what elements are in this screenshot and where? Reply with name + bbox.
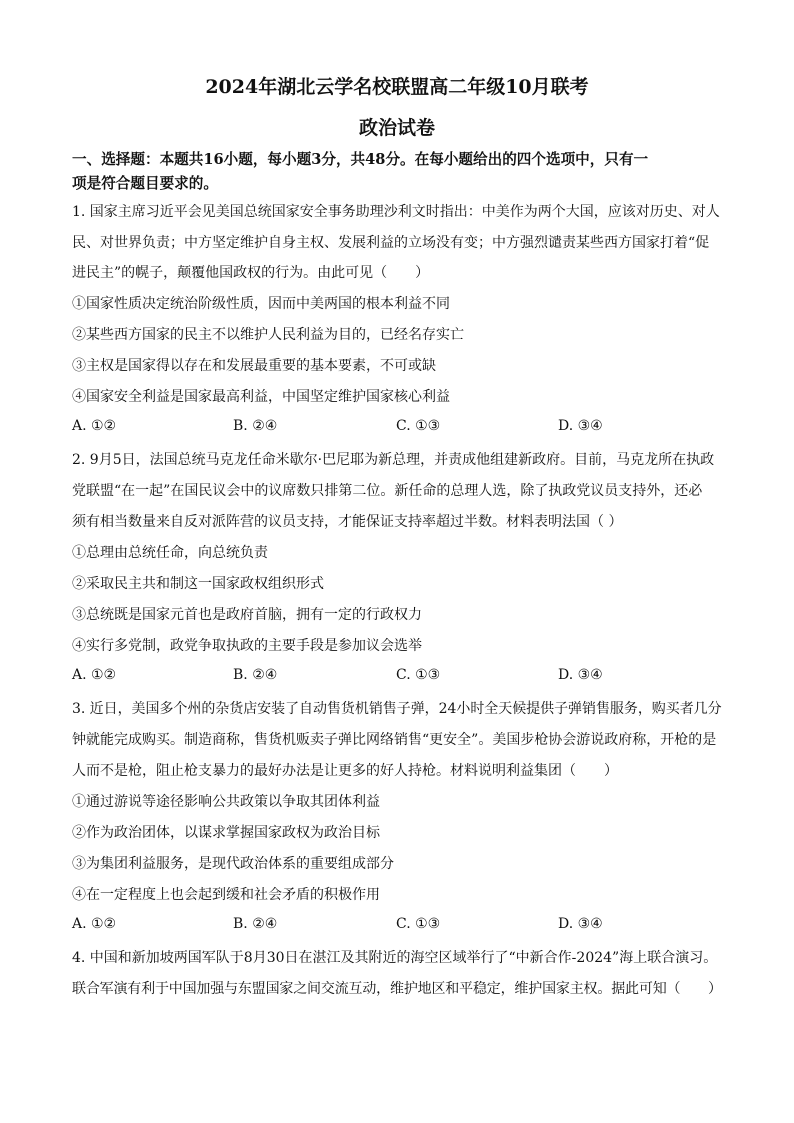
question-3-item-3: ③为集团利益服务，是现代政治体系的重要组成部分 <box>72 856 394 872</box>
exam-title: 2024年湖北云学名校联盟高二年级10月联考 <box>205 76 589 98</box>
question-3-item-2: ②作为政治团体，以谋求掌握国家政权为政治目标 <box>72 825 380 841</box>
question-1-stem-line-3: 进民主”的幌子，颠覆他国政权的行为。由此可见（ ） <box>72 265 430 281</box>
question-2-item-1: ①总理由总统任命，向总统负责 <box>72 545 268 561</box>
question-3-option-d[interactable]: D. ③④ <box>558 916 603 932</box>
question-1-item-2: ②某些西方国家的民主不以维护人民利益为目的，已经名存实亡 <box>72 327 464 343</box>
question-3-stem-line-2: 钟就能完成购买。制造商称，售货机贩卖子弹比网络销售“更安全”。美国步枪协会游说政府称，开枪的是 <box>72 732 717 748</box>
question-2-stem-line-2: 党联盟“在一起”在国民议会中的议席数只排第二位。新任命的总理人选，除了执政党议员支持外，还必 <box>72 483 703 499</box>
question-1-stem-line-1: 1. 国家主席习近平会见美国总统国家安全事务助理沙利文时指出：中美作为两个大国，应该对历史、对人 <box>72 204 720 220</box>
question-2-option-a[interactable]: A. ①② <box>72 667 117 683</box>
question-1-item-3: ③主权是国家得以存在和发展最重要的基本要素，不可或缺 <box>72 358 436 374</box>
question-2-item-3: ③总统既是国家元首也是政府首脑，拥有一定的行政权力 <box>72 607 422 623</box>
question-1-item-1: ①国家性质决定统治阶级性质，因而中美两国的根本利益不同 <box>72 296 450 312</box>
question-4-stem-line-1: 4. 中国和新加坡两国军队于8月30日在湛江及其附近的海空区域举行了“中新合作-2024”海上联合演习。 <box>72 950 718 966</box>
section-instructions-line-1: 一、选择题：本题共16小题，每小题3分，共48分。在每小题给出的四个选项中，只有一 <box>72 151 649 168</box>
question-2-option-d[interactable]: D. ③④ <box>558 667 603 683</box>
question-1-stem-line-2: 民、对世界负责；中方坚定维护自身主权、发展利益的立场没有变；中方强烈谴责某些西方国家打着“促 <box>72 235 710 251</box>
question-1-item-4: ④国家安全利益是国家最高利益，中国坚定维护国家核心利益 <box>72 389 450 405</box>
question-3-stem-line-1: 3. 近日，美国多个州的杂货店安装了自动售货机销售子弹，24小时全天候提供子弹销售服务，购买者几分 <box>72 701 722 717</box>
question-3-item-1: ①通过游说等途径影响公共政策以争取其团体利益 <box>72 794 380 810</box>
question-2-option-b[interactable]: B. ②④ <box>233 667 278 683</box>
question-1-option-b[interactable]: B. ②④ <box>233 418 278 434</box>
question-1-option-d[interactable]: D. ③④ <box>558 418 603 434</box>
question-1-option-c[interactable]: C. ①③ <box>396 418 441 434</box>
question-2-item-4: ④实行多党制，政党争取执政的主要手段是参加议会选举 <box>72 638 422 654</box>
question-1-option-a[interactable]: A. ①② <box>72 418 117 434</box>
question-4-stem-line-2: 联合军演有利于中国加强与东盟国家之间交流互动，维护地区和平稳定，维护国家主权。据此可知（ ） <box>72 981 722 997</box>
question-2-item-2: ②采取民主共和制这一国家政权组织形式 <box>72 576 324 592</box>
question-3-option-c[interactable]: C. ①③ <box>396 916 441 932</box>
question-3-stem-line-3: 人而不是枪，阻止枪支暴力的最好办法是让更多的好人持枪。材料说明利益集团（ ） <box>72 763 618 779</box>
question-2-option-c[interactable]: C. ①③ <box>396 667 441 683</box>
question-3-option-b[interactable]: B. ②④ <box>233 916 278 932</box>
exam-subject-title: 政治试卷 <box>358 117 435 139</box>
question-2-stem-line-1: 2. 9月5日，法国总统马克龙任命米歇尔·巴尼耶为新总理，并责成他组建新政府。目前，马克龙所在执政 <box>72 452 715 468</box>
question-3-option-a[interactable]: A. ①② <box>72 916 117 932</box>
question-3-item-4: ④在一定程度上也会起到缓和社会矛盾的积极作用 <box>72 887 380 903</box>
section-instructions-line-2: 项是符合题目要求的。 <box>72 175 218 192</box>
question-2-stem-line-3: 须有相当数量来自反对派阵营的议员支持，才能保证支持率超过半数。材料表明法国（ ） <box>72 514 623 530</box>
